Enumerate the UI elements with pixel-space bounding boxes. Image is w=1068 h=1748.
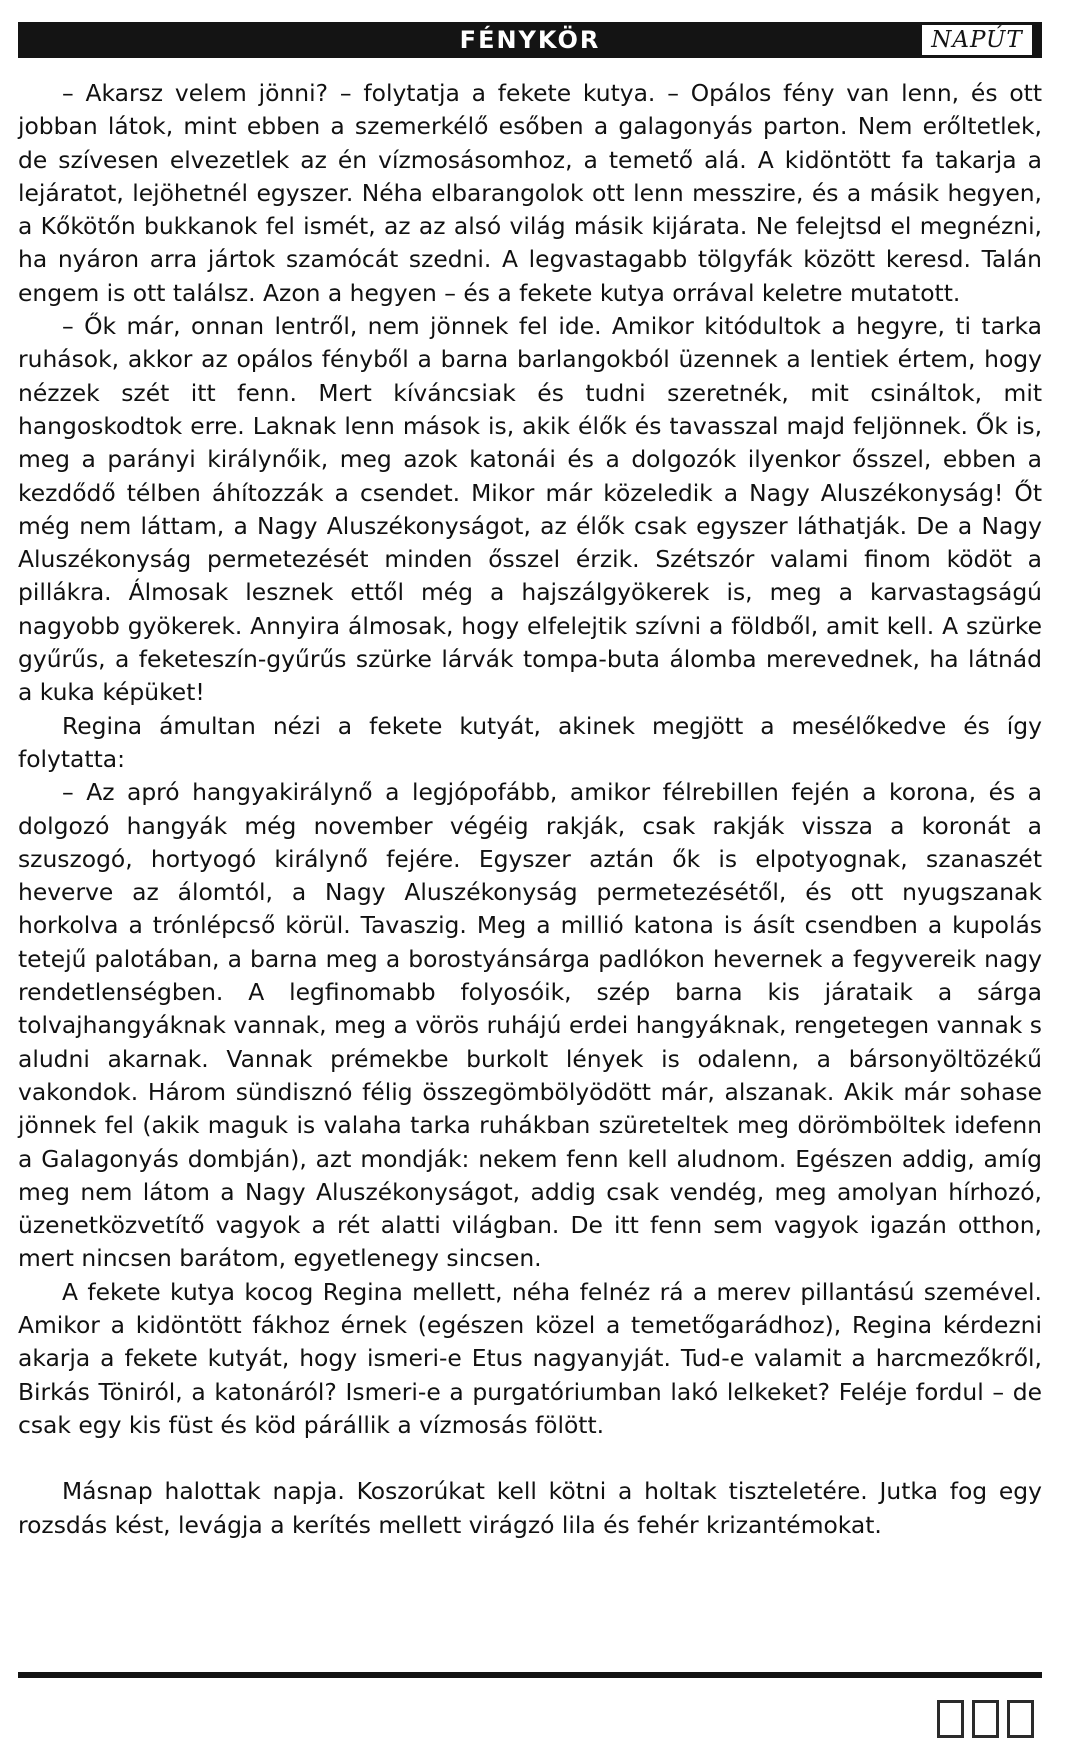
paragraph: Regina ámultan nézi a fekete kutyát, akinek megjött a mesélőkedve és így folytatta: (18, 711, 1042, 773)
page-number-digit (1007, 1700, 1034, 1738)
journal-logo: NAPÚT (922, 25, 1032, 55)
paragraph: – Az apró hangyakirálynő a legjópofább, amikor félrebillen fején a korona, és a dolgozó hangyák még november végéig rakják, csak rakják vissza a koronát a szuszogó, hortyogó királynő fejére. Egyszer aztán ők is elpotyognak, szanaszét heverve az álomtól, a Nagy Aluszékonyság permetezésétől, és ott nyugszanak horkolva a trónlépcső körül. Tavaszig. Meg a millió katona is ásít csendben a kupolás tetejű palotában, a barna meg a borostyánsárga padlókon hevernek a fegyvereik nagy rendetlenségben. A legfinomabb folyosóik, szép barna kis járataik a sárga tolvajhangyáknak vannak, meg a vörös ruhájú erdei hangyáknak, rengetegen vannak s aludni akarnak. Vannak prémekbe burkolt lények is odalenn, a bársonyöltözékű vakondok. Három sündisznó félig összegömbölyödött már, alszanak. Akik már sohase jönnek fel (akik maguk is valaha tarka ruhákban szüreteltek meg dörömböltek idefenn a Galagonyás dombján), azt mondják: nekem fenn kell aludnom. Egészen addig, amíg meg nem látom a Nagy Aluszékonyságot, addig csak vendég, meg amolyan hírhozó, üzenetközvetítő vagyok a rét alatti világban. De itt fenn sem vagyok igazán otthon, mert nincsen barátom, egyetlenegy sincsen. (18, 778, 1042, 1273)
section-title: FÉNYKÖR (459, 26, 601, 54)
page-number-digit (937, 1700, 964, 1738)
paragraph: A fekete kutya kocog Regina mellett, néha felnéz rá a merev pillantású szemével. Amikor a kidöntött fákhoz érnek (egészen közel a temetőgarádhoz), Regina kérdezni akarja a fekete kutyát, hogy ismeri-e Etus nagyanyját. Tud-e valamit a harcmezőkről, Birkás Töniról, a katonáról? Ismeri-e a purgatóriumban lakó lelkeket? Feléje fordul – de csak egy kis füst és köd párállik a vízmosás fölött. (18, 1277, 1042, 1439)
paragraph: Másnap halottak napja. Koszorúkat kell kötni a holtak tiszteletére. Jutka fog egy rozsdás kést, levágja a kerítés mellett virágzó lila és fehér krizantémokat. (18, 1477, 1042, 1539)
page-number (937, 1700, 1034, 1740)
running-header (18, 22, 1042, 58)
page-number-digit (972, 1700, 999, 1738)
footer-rule (18, 1672, 1042, 1678)
paragraph: – Ők már, onnan lentről, nem jönnek fel ide. Amikor kitódultok a hegyre, ti tarka ruhások, akkor az opálos fényből a barna barlangokból üzennek a lentiek értem, hogy nézzek szét itt fenn. Mert kíváncsiak és tudni szeretnék, mit csináltok, mit hangoskodtok erre. Laknak lenn mások is, akik élők és tavasszal majd feljönnek. Ők is, meg a parányi királynőik, meg azok katonái és a dolgozók ilyenkor ősszel, ebben a kezdődő télben áhítozzák a csendet. Mikor már közeledik a Nagy Aluszékonyság! Őt még nem láttam, a Nagy Aluszékonyságot, az élők csak egyszer láthatják. De a Nagy Aluszékonyság permetezését minden ősszel érzik. Szétszór valami finom ködöt a pillákra. Álmosak lesznek ettől még a hajszálgyökerek is, meg a karvastagságú nagyobb gyökerek. Annyira álmosak, hogy elfelejtik szívni a földből, amit kell. A szürke gyűrűs, a feketeszín-gyűrűs szürke lárvák tompa-buta álomba merevednek, ha látnád a kuka képüket! (18, 312, 1042, 707)
paragraph: – Akarsz velem jönni? – folytatja a fekete kutya. – Opálos fény van lenn, és ott jobban látok, mint ebben a szemerkélő esőben a galagonyás parton. Nem erőltetlek, de szívesen elvezetlek az én vízmosásomhoz, a temető alá. A kidöntött fa takarja a lejáratot, lejöhetnél egyszer. Néha elbarangolok ott lenn messzire, és a másik hegyen, a Kőkötőn bukkanok fel ismét, az az alsó világ másik kijárata. Ne felejtsd el megnézni, ha nyáron arra jártok szamócát szedni. A legvastagabb tölgyfák között keresd. Talán engem is ott találsz. Azon a hegyen – és a fekete kutya orrával keletre mutatott. (18, 79, 1042, 307)
article-body (18, 77, 1042, 1542)
